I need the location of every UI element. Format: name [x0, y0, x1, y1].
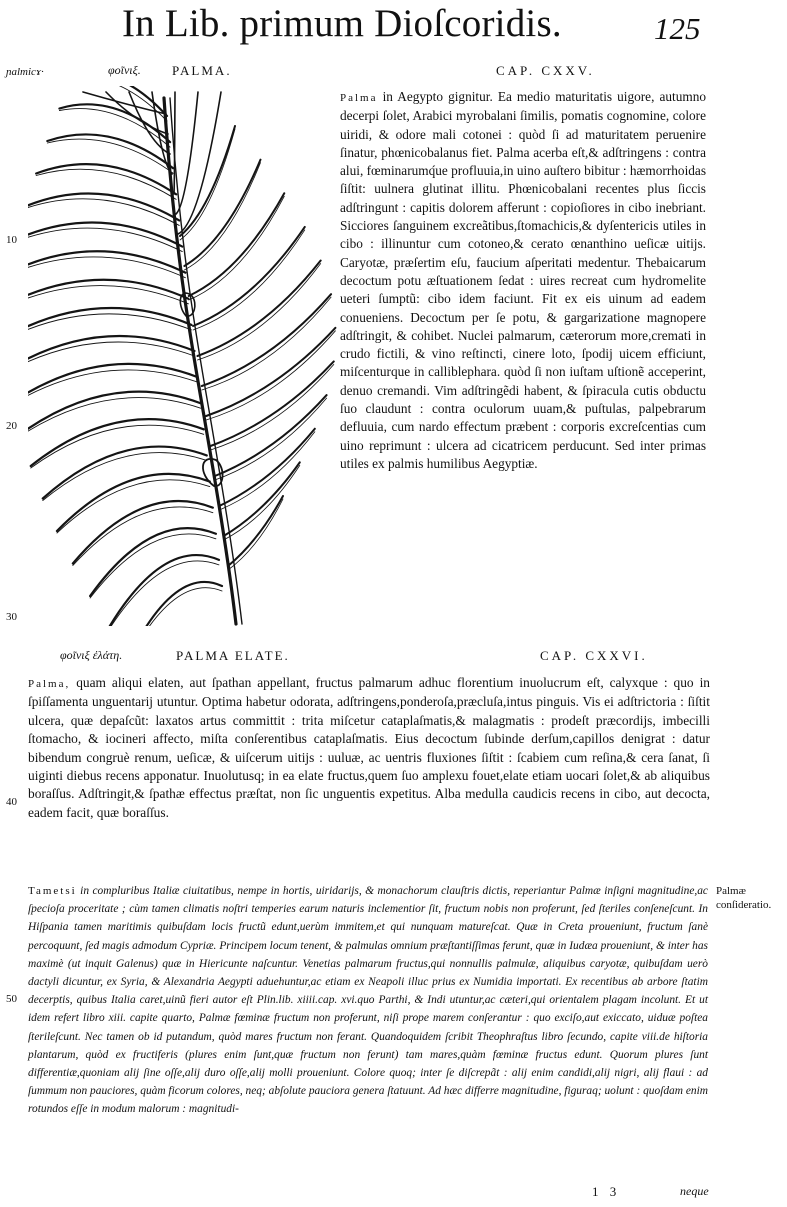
margin-line-number: 10 — [6, 234, 17, 246]
chapter-text — [340, 88, 706, 473]
leaflet-left — [28, 193, 179, 220]
page-number: 125 — [654, 11, 701, 46]
leaflet-left-edge — [28, 370, 198, 403]
commentary-body: in compluribus Italiæ ciuitatibus, nempe in hortis, uiridarijs, & monachorum clauſtris dictis, reperiantur Palmæ inſigni magnitudine,ac ſpecioſa proceritate ; cùm tamen climatis noſtri temperies earum naturis inclementior ſit, fructum nobis non proferunt, ſed ſteriles conſeneſcunt. In Hiſpania tamen maritimis quibuſdam locis fructũ edunt,uerùm immitem,et qui nunquam matureſcat. Quæ in Creta proueniunt, fructum ſanè percoquunt, ſed magis admodum Cypriæ. Principem locum tenent, & palmulas omnium præſtantiſſimas ferunt, quæ in Iudæa proueniunt, & inter has maximè (ut inquit Galenus) quæ in Hiericunte naſcuntur. Venetias palmarum fructus,qui nonnullis palmulæ, aliquibus caryotæ, quibuſdam uerò dactyli dicuntur, ex Syria, & Alexandria Aegypti aduehuntur,ac etiam ex Neapoli illuc prius ex Numidia importati. Ex recentibus ab arbore ſtatim decerptis, quibus Italia caret,uinũ fieri autor eſt Plin.lib. xiiii.cap. xvi.quo Parthi, & Indi utuntur,ac cæteri,qui orientalem plagam incolunt. Et ut idem refert libro xiii. capite quarto, Palmæ fœminæ fructum non proferunt, niſi prope marem conſerantur : quo exciſo,aut exiccato, uiduæ poſtea ſterileſcunt. Nec tamen ob id putandum, quòd mares fructum non ferant. Quandoquidem ſcribit Theophraſtus libro ſecundo, capite viii.de hiſtoria plantarum, quòd ex fructiferis (plures enim ſunt,quæ fructum non ferunt) tam mares,quàm fœminæ fructus edunt. Quorum plures ſunt differentiæ,quoniam alij ſine oſſe,alij duro oſſe,alij molli proueniunt. Colore quoq; inter ſe diſcrepãt : alij enim candidi,alij nigri, alij flaui : ad ſummum non pauciores, quàm ficorum colores, neq; abſolute pauciora genera ſtatuunt. Ad hæc differre magnitudine, figuraq; uolunt : quoſdam enim rotundos eſſe in modum malorum : magnitudi- — [28, 885, 708, 1116]
chapter-body: in Aegypto gignitur. Ea medio maturitatis uigore, autumno decerpi ſolet, Arabici myrobalani ſimilis, pomatis cognomine, colore uiridi, & odore mali cotonei : quòd ſi ad maturitatem peruenire ſinatur, phœnicobalanus fiet. Palma acerba eſt,& adſtringens : contra alui, fœminarumq́ue profluuia,in uino auſtero bibitur : hæmorrhoidas ſiſtit: uulnera glutinat illitu. Phœnicobalani recentes plus ſiccis adſtringunt : capitis dolorem afferunt : copioſiores in cibo inebriant. Sicciores ſanguinem excreãtibus,ſtomachicis,& dyſentericis utiles in cibo : illinuntur cum cotoneo,& cerato œnanthino ueſicæ uitijs. Caryotæ, præſertim eſu, faucium aſperitati medentur. Thebaicarum decoctum potu æſtuationem ſedat : uires recreat cum hydromelite ueteri ſumptũ: cibo idem faciunt. Fit ex eis uinum ad eadem conueniens. Decoctum per ſe potu, & gargarizatione magnopere adſtringit, & cohibet. Nuclei palmarum, cæterorum more,cremati in crudo fictili, & vino reſtincti, cinere loto, ſpodij uicem efficiunt, miſcenturque in calliblephara. quòd ſi non iuſtam uſtionẽ acceperint, denuo cremandi. Vim adſtringẽdi habent, & ſpiracula cutis obductu ſuo claudunt : contra oculorum uuam,& puſtulas, palpebrarum defluuia, cum nardo effectum præbent : corporis excreſcentias cum uino reprimunt : ulcera ad cicatricem perducunt. Sed inter primas utiles ex palmis humilibus Aegyptiæ. — [340, 89, 706, 471]
chapter-number: CAP. CXXVI. — [540, 648, 648, 663]
margin-line-number: 20 — [6, 420, 17, 432]
leaflet-left-edge — [28, 257, 185, 278]
lead-word: Palma, — [28, 678, 71, 690]
leaflet-left — [90, 528, 216, 596]
leaflet-top — [176, 92, 198, 214]
leaflet-left — [73, 501, 213, 563]
leaflet-left-edge — [57, 480, 210, 533]
commentary-text — [28, 882, 708, 1119]
margin-line-number: 40 — [6, 796, 17, 808]
leaflet-left-edge — [43, 453, 207, 501]
leaflet-right — [180, 126, 235, 236]
leaflet-left-edge — [28, 199, 179, 226]
leaflet-left-edge — [28, 342, 195, 371]
frond-stem-edge — [170, 98, 242, 624]
margin-line-number: 50 — [6, 993, 17, 1005]
page-title: In Lib. primum Dioſcoridis. — [122, 2, 562, 45]
leaflet-left — [28, 223, 182, 247]
margin-note: Palmæ conſideratio. — [716, 885, 772, 911]
leaflet-left-edge — [28, 228, 182, 252]
leaflet-left — [108, 555, 219, 626]
palm-frond-illustration — [28, 86, 338, 626]
leaflet-right — [202, 294, 331, 386]
leaflet-right — [206, 328, 335, 416]
margin-scribble: ɲalmicɤ· — [6, 66, 44, 78]
leaflet-right — [228, 496, 283, 566]
leaflet-left-edge — [73, 507, 213, 566]
leaflet-top — [174, 92, 175, 194]
leaflet-left-edge — [108, 561, 219, 626]
leaflet-left — [59, 104, 170, 142]
leaflet-left-edge — [28, 398, 201, 436]
chapter-heading: PALMA ELATE. — [176, 648, 290, 663]
leaflet-right — [184, 160, 260, 266]
margin-line-number: 30 — [6, 611, 17, 623]
signature-mark: 1 3 — [592, 1184, 621, 1199]
leaflet-left — [36, 164, 176, 194]
leaflet-right-edge — [184, 163, 260, 270]
chapter-body: quam aliqui elaten, aut ſpathan appellant, fructus palmarum adhuc florentium inuolucrum eſt, calyxque : quo in ſpiſſamenta unguentarij utuntur. Optima habetur odorata, adſtringens,ponderoſa,præcluſa,intus pinguis. Vis ei adſtrictoria : ſiſtit ulcera, quæ depaſcũt: laxatos artus committit : trita miſcetur cataplaſmatis,& malagmatis : prodeſt præcordijs, imbecilli ſtomacho, & iocineri affecto, miſta conſerentibus cataplaſmatis. Eius decoctum ſubinde derſum,capillos denigrat : datur bibendum congruè renum, ueſicæ, & uiſcerum uitijs : uuluæ, ac uentris fluxiones ſiſtit : ſcabiem cum reſina,& cera ſanat, ſi uiginti diebus recens apponatur. Inuolutusq; in ea elate fructus,quem ſuo amplexu fouet,elate etiam uocari ſolet,& ab aliquibus boraſſus. Adſtringit,& ſpathæ effectus præſtat, non ſic unguentis expetitus. Alba medulla caudicis recens in cibo, aut decocta, eadem facit, quæ boraſſus. — [28, 675, 710, 820]
leaflet-left — [28, 251, 185, 272]
leaflet-right — [224, 462, 300, 536]
lead-word: Tametsi — [28, 885, 77, 897]
lead-word: Palma — [340, 92, 378, 104]
chapter-number: CAP. CXXV. — [496, 63, 595, 78]
leaflet-right — [193, 227, 305, 326]
catchword: neque — [680, 1184, 709, 1198]
greek-heading: φοῖνιξ ἐλάτη. — [60, 648, 123, 662]
greek-heading: φοῖνιξ. — [108, 63, 141, 77]
leaflet-left — [28, 280, 188, 304]
leaflet-right — [197, 261, 320, 356]
chapter-heading: PALMA. — [172, 63, 232, 78]
chapter-text — [28, 674, 710, 822]
